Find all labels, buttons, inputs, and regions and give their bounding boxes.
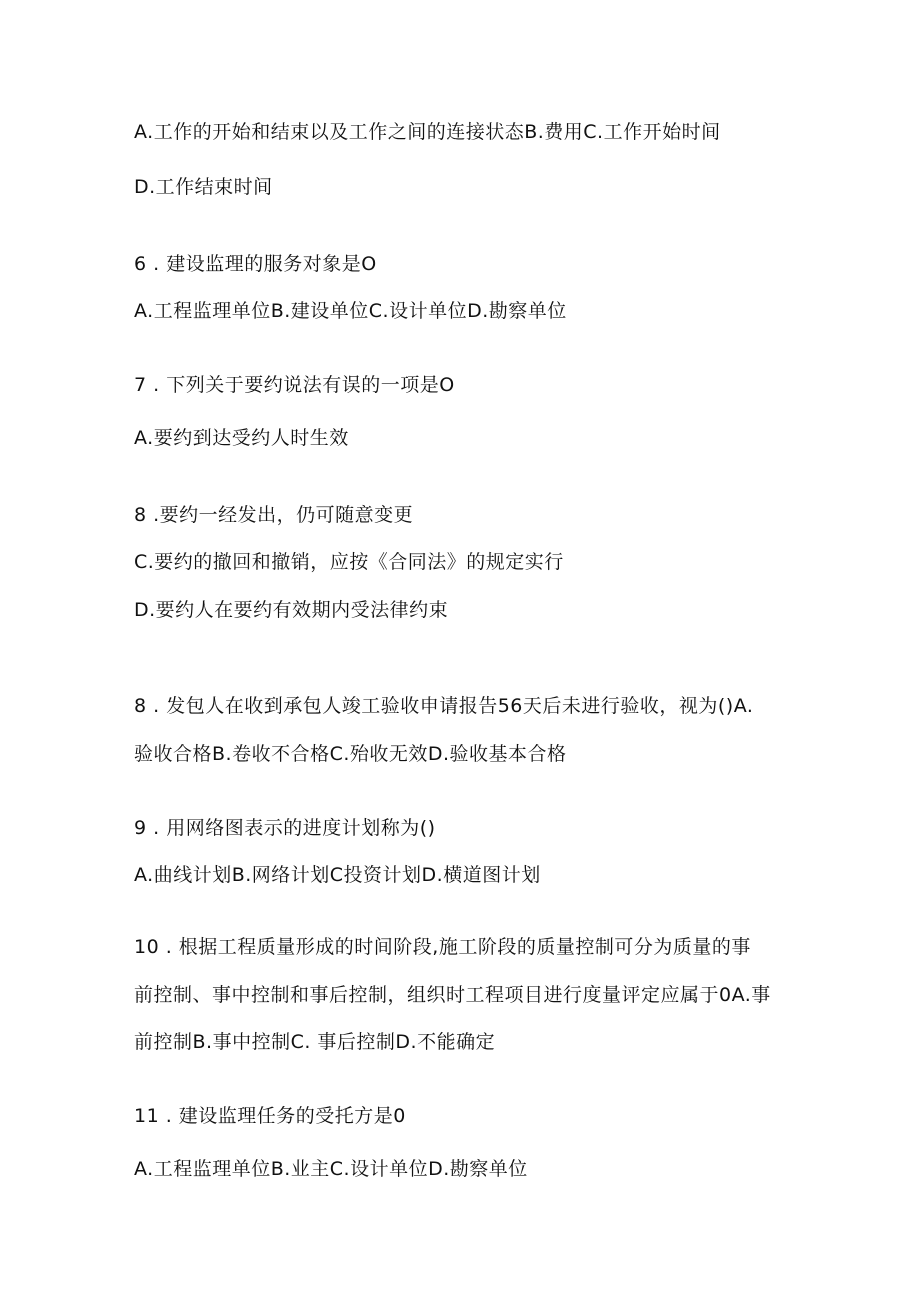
text-line: A.工程监理单位B.业主C.设计单位D.勘察单位 xyxy=(134,1158,528,1180)
text-line: 前控制、事中控制和事后控制，组织时工程项目进行度量评定应属于0A.事 xyxy=(134,984,771,1006)
text-line: A.工作的开始和结束以及工作之间的连接状态B.费用C.工作开始时间 xyxy=(134,121,721,143)
question-line: 7 . 下列关于要约说法有误的一项是O xyxy=(134,374,455,396)
text-line: A.工程监理单位B.建设单位C.设计单位D.勘察单位 xyxy=(134,300,567,322)
question-line: 11 . 建设监理任务的受托方是0 xyxy=(134,1105,406,1127)
text-line: D.工作结束时间 xyxy=(134,176,273,198)
question-line: 9 . 用网络图表示的进度计划称为() xyxy=(134,817,436,839)
question-line: 8 .要约一经发出，仍可随意变更 xyxy=(134,504,414,526)
text-line: 验收合格B.卷收不合格C.殆收无效D.验收基本合格 xyxy=(134,743,567,765)
text-line: C.要约的撤回和撤销，应按《合同法》的规定实行 xyxy=(134,551,564,573)
question-line: 10 . 根据工程质量形成的时间阶段,施工阶段的质量控制可分为质量的事 xyxy=(134,936,751,958)
text-line: A.曲线计划B.网络计划C投资计划D.横道图计划 xyxy=(134,864,541,886)
text-line: A.要约到达受约人时生效 xyxy=(134,427,349,449)
text-line: 前控制B.事中控制C. 事后控制D.不能确定 xyxy=(134,1031,496,1053)
text-line: D.要约人在要约有效期内受法律约束 xyxy=(134,599,449,621)
question-line: 8 . 发包人在收到承包人竣工验收申请报告56天后未进行验收，视为()A. xyxy=(134,695,754,717)
question-line: 6 . 建设监理的服务对象是O xyxy=(134,253,377,275)
